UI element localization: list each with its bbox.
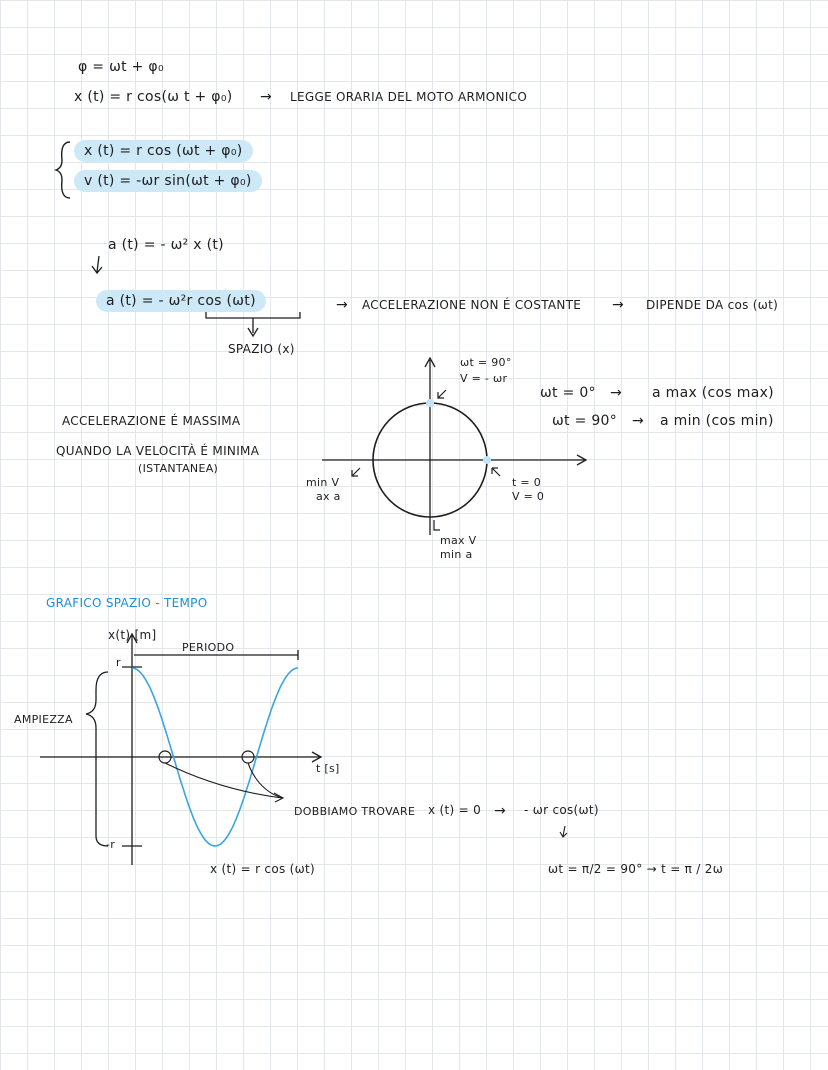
harmonic-law-equation: x (t) = r cos(ω t + φ₀)	[74, 89, 233, 105]
arrow-right-icon: →	[610, 385, 623, 401]
phase-equation: φ = ωt + φ₀	[78, 59, 164, 75]
graph-xlabel: t [s]	[316, 762, 340, 775]
period-label: PERIODO	[182, 641, 235, 654]
system-v-equation: v (t) = -ωr sin(ωt + φ₀)	[74, 170, 262, 192]
solve-result: ωt = π/2 = 90° → t = π / 2ω	[548, 862, 724, 876]
find-condition: x (t) = 0	[428, 803, 482, 817]
arrow-right-icon: →	[632, 413, 645, 429]
condition-2-result: a min (cos min)	[660, 413, 774, 429]
acc-not-constant-label: ACCELERAZIONE NON É COSTANTE	[362, 298, 582, 312]
solve-expression: - ωr cos(ωt)	[524, 803, 599, 817]
condition-1: ωt = 0°	[540, 385, 596, 401]
circle-left-label-1: min V	[306, 476, 340, 489]
r-top-label: r	[116, 656, 121, 669]
find-label: DOBBIAMO TROVARE	[294, 805, 416, 818]
system-x-equation: x (t) = r cos (ωt + φ₀)	[74, 140, 253, 162]
graph-ylabel: x(t) [m]	[108, 628, 157, 642]
circle-right-label-2: V = 0	[512, 490, 545, 503]
circle-bottom-label-1: max V	[440, 534, 477, 547]
acceleration-equation: a (t) = - ω² x (t)	[108, 237, 224, 253]
condition-2: ωt = 90°	[552, 413, 618, 429]
circle-top-label-2: V = - ωr	[460, 372, 508, 385]
arrow-right-icon: →	[260, 89, 273, 105]
arrow-right-icon: →	[494, 803, 507, 819]
graph-title: GRAFICO SPAZIO - TEMPO	[46, 596, 208, 610]
circle-right-label-1: t = 0	[512, 476, 542, 489]
graph-formula: x (t) = r cos (ωt)	[210, 862, 315, 876]
condition-1-result: a max (cos max)	[652, 385, 774, 401]
space-label: SPAZIO (x)	[228, 342, 295, 356]
amplitude-label: AMPIEZZA	[14, 713, 73, 726]
note-line-1: ACCELERAZIONE É MASSIMA	[62, 414, 241, 428]
circle-top-label-1: ωt = 90°	[460, 356, 512, 369]
harmonic-law-label: LEGGE ORARIA DEL MOTO ARMONICO	[290, 90, 528, 104]
arrow-right-icon: →	[612, 297, 625, 313]
depends-label: DIPENDE DA cos (ωt)	[646, 298, 779, 312]
note-line-3: (ISTANTANEA)	[138, 462, 219, 475]
circle-left-label-2: ax a	[316, 490, 341, 503]
acceleration-cos-equation: a (t) = - ω²r cos (ωt)	[96, 290, 266, 312]
arrow-right-icon: →	[336, 297, 349, 313]
note-line-2: QUANDO LA VELOCITÀ É MINIMA	[56, 444, 260, 458]
r-bottom-label: -r	[106, 838, 116, 851]
circle-bottom-label-2: min a	[440, 548, 473, 561]
